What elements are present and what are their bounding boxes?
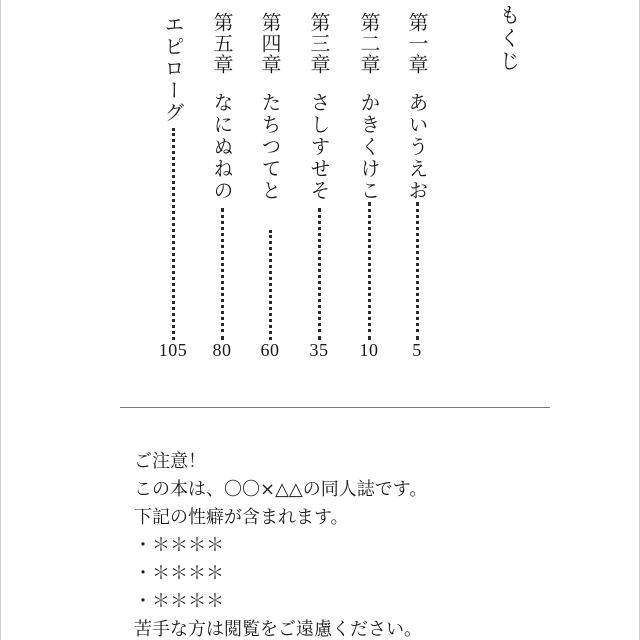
section-divider (120, 407, 550, 408)
notice-line: 下記の性癖が含まれます。 (134, 507, 349, 528)
dot-leader (416, 202, 422, 340)
toc-title: もくじ (497, 4, 521, 73)
toc-entry-3[interactable] (306, 12, 332, 362)
notice-line: この本は、〇〇×△△の同人誌です。 (134, 479, 428, 500)
dot-leader (318, 208, 324, 340)
dot-leader (221, 208, 227, 340)
entry-title: たちつてと (258, 92, 282, 202)
content-notice (134, 448, 604, 640)
chapter-label: 第四章 (258, 12, 282, 75)
entry-title: かきくけこ (357, 92, 381, 202)
page-number: 60 (260, 340, 280, 360)
page-number: 5 (412, 340, 422, 360)
page-number: 35 (309, 340, 329, 360)
entry-title: さしすせそ (307, 92, 331, 202)
notice-list-item: ・＊＊＊＊ (134, 563, 224, 584)
chapter-label: 第一章 (405, 12, 429, 75)
chapter-label: 第二章 (357, 12, 381, 75)
notice-heading: ご注意！ (134, 451, 206, 472)
notice-list-item: ・＊＊＊＊ (134, 591, 224, 612)
page-number: 105 (158, 340, 188, 360)
toc-entry-1[interactable] (404, 12, 430, 362)
chapter-label: 第五章 (210, 12, 234, 75)
toc-entry-4[interactable] (257, 12, 283, 362)
entry-title: エピローグ (161, 14, 185, 124)
notice-list-item: ・＊＊＊＊ (134, 535, 224, 556)
dot-leader (368, 202, 374, 340)
dot-leader (172, 128, 178, 340)
chapter-label: 第三章 (307, 12, 331, 75)
toc-entry-6[interactable] (160, 12, 186, 362)
notice-closing: 苦手な方は閲覧をご遠慮ください。 (134, 619, 422, 640)
entry-title: あいうえお (405, 92, 429, 202)
dot-leader (269, 230, 275, 340)
page-number: 10 (359, 340, 379, 360)
page-number: 80 (212, 340, 232, 360)
toc-entry-5[interactable] (209, 12, 235, 362)
entry-title: なにぬねの (210, 92, 234, 202)
toc-entry-2[interactable] (356, 12, 382, 362)
